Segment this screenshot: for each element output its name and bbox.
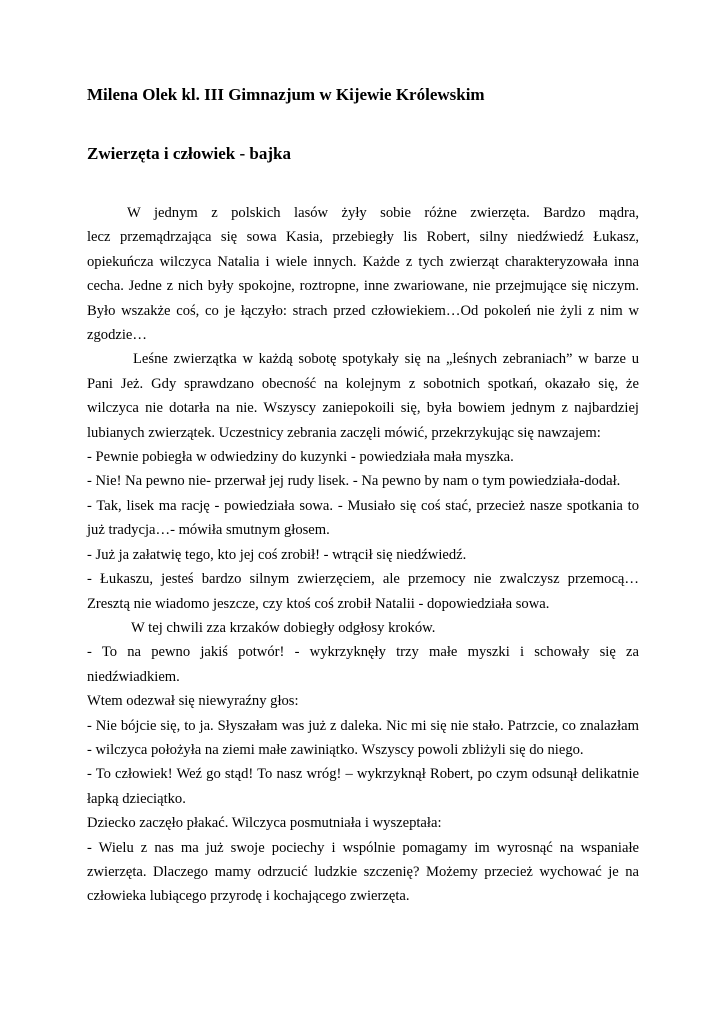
text-line: Pani Jeż. Gdy sprawdzano obecność na kolejnym z sobotnich spotkań, okazało się, że: [87, 375, 639, 392]
text-line: W tej chwili zza krzaków dobiegły odgłosy kroków.: [131, 619, 436, 636]
text-line: - Nie bójcie się, to ja. Słyszałam was już z daleka. Nic mi się nie stało. Patrzcie, co znalazłam: [87, 717, 639, 734]
text-line: - Tak, lisek ma rację - powiedziała sowa. - Musiało się coś stać, przecież nasze spotkania to: [87, 497, 639, 514]
text-line: Było wszakże coś, co je łączyło: strach przed człowiekiem…Od pokoleń nie żyli z nim w: [87, 302, 639, 319]
text-line: zgodzie…: [87, 327, 147, 344]
text-line: zwierzęta. Dlaczego mamy odrzucić ludzkie szczenię? Możemy przecież wychować je na: [87, 863, 639, 880]
text-line: Dziecko zaczęło płakać. Wilczyca posmutniała i wyszeptała:: [87, 815, 442, 832]
text-line: - To człowiek! Weź go stąd! To nasz wróg! – wykrzyknął Robert, po czym odsunął delikatnie: [87, 766, 639, 783]
text-line: - Łukaszu, jesteś bardzo silnym zwierzęciem, ale przemocy nie zwalczysz przemocą…: [87, 571, 639, 588]
author-line: Milena Olek kl. III Gimnazjum w Kijewie Królewskim: [87, 85, 485, 104]
text-line: - Pewnie pobiegła w odwiedziny do kuzynki - powiedziała mała myszka.: [87, 449, 514, 466]
text-line: - Wielu z nas ma już swoje pociechy i wspólnie pomagamy im wyrosnąć na wspaniałe: [87, 839, 639, 856]
text-line: lubianych zwierzątek. Uczestnicy zebrania zaczęli mówić, przekrzykując się nawzajem:: [87, 424, 601, 441]
text-line: już tradycja…- mówiła smutnym głosem.: [87, 522, 330, 539]
text-line: - Już ja załatwię tego, kto jej coś zrobił! - wtrącił się niedźwiedź.: [87, 546, 467, 563]
text-line: Leśne zwierzątka w każdą sobotę spotykały się na „leśnych zebraniach” w barze u: [133, 351, 639, 368]
document-title: Zwierzęta i człowiek - bajka: [87, 144, 291, 163]
text-line: - Nie! Na pewno nie- przerwał jej rudy lisek. - Na pewno by nam o tym powiedziała-dodał.: [87, 473, 621, 490]
text-line: opiekuńcza wilczyca Natalia i wiele innych. Każde z tych zwierząt charakteryzowała inna: [87, 253, 639, 270]
text-line: człowieka lubiącego przyrodę i kochającego zwierzęta.: [87, 888, 410, 905]
text-line: łapką dzieciątko.: [87, 790, 186, 807]
text-line: wilczyca nie dotarła na nie. Wszyscy zaniepokoili się, była bowiem jednym z najbardziej: [87, 400, 639, 417]
story-body: [87, 201, 639, 909]
text-line: - wilczyca położyła na ziemi małe zawiniątko. Wszyscy powoli zbliżyli się do niego.: [87, 741, 584, 758]
text-line: lecz przemądrzająca się sowa Kasia, przebiegły lis Robert, silny niedźwiedź Łukasz,: [87, 229, 639, 246]
text-line: W jednym z polskich lasów żyły sobie różne zwierzęta. Bardzo mądra,: [127, 205, 639, 221]
text-line: Wtem odezwał się niewyraźny głos:: [87, 693, 299, 710]
text-line: niedźwiadkiem.: [87, 668, 180, 685]
text-line: cecha. Jedne z nich były spokojne, roztropne, inne zwariowane, nie przejmujące się niczym.: [87, 278, 639, 295]
text-line: - To na pewno jakiś potwór! - wykrzyknęły trzy małe myszki i schowały się za: [87, 644, 639, 661]
text-line: Zresztą nie wiadomo jeszcze, czy ktoś coś zrobił Natalii - dopowiedziała sowa.: [87, 595, 550, 612]
